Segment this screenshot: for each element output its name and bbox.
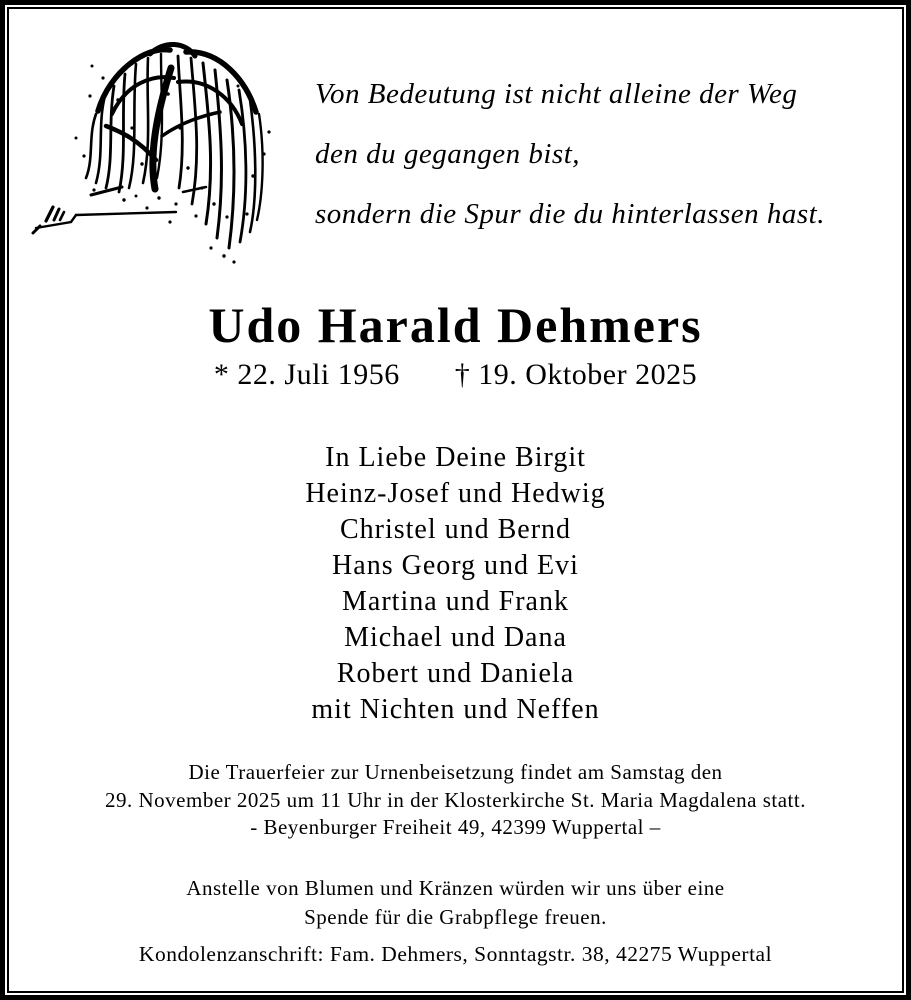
mourner-line: Michael und Dana — [344, 622, 567, 653]
mourner-line: Heinz-Josef und Hedwig — [305, 478, 606, 509]
donation-line: Anstelle von Blumen und Kränzen würden wir uns über eine — [186, 876, 725, 900]
donation-request — [0, 874, 911, 931]
service-line: Die Trauerfeier zur Urnenbeisetzung findet am Samstag den — [188, 760, 723, 784]
service-line: - Beyenburger Freiheit 49, 42399 Wuppertal – — [250, 815, 661, 839]
quote-line: den du gegangen bist, — [315, 138, 581, 170]
service-line: 29. November 2025 um 11 Uhr in der Klosterkirche St. Maria Magdalena statt. — [105, 787, 806, 812]
funeral-service-info — [0, 759, 911, 842]
mourner-line: mit Nichten und Neffen — [311, 694, 600, 725]
mourner-line: Robert und Daniela — [336, 658, 575, 689]
weeping-willow-icon — [28, 36, 273, 271]
birth-date: * 22. Juli 1956 — [213, 358, 400, 391]
mourners-list — [0, 440, 911, 728]
mourner-line: In Liebe Deine Birgit — [325, 442, 586, 473]
mourner-line: Christel und Bernd — [339, 514, 572, 545]
condolence-address: Kondolenzanschrift: Fam. Dehmers, Sonntagstr. 38, 42275 Wuppertal — [138, 942, 773, 966]
deceased-name: Udo Harald Dehmers — [208, 297, 703, 353]
mourner-line: Martina und Frank — [342, 586, 569, 617]
quote-line: sondern die Spur die du hinterlassen hast. — [315, 198, 825, 230]
memorial-quote — [315, 64, 875, 244]
death-date: † 19. Oktober 2025 — [454, 358, 698, 391]
life-dates — [0, 356, 911, 394]
donation-line: Spende für die Grabpflege freuen. — [304, 904, 607, 929]
mourner-line: Hans Georg und Evi — [332, 550, 579, 581]
quote-line: Von Bedeutung ist nicht alleine der Weg — [315, 78, 798, 110]
